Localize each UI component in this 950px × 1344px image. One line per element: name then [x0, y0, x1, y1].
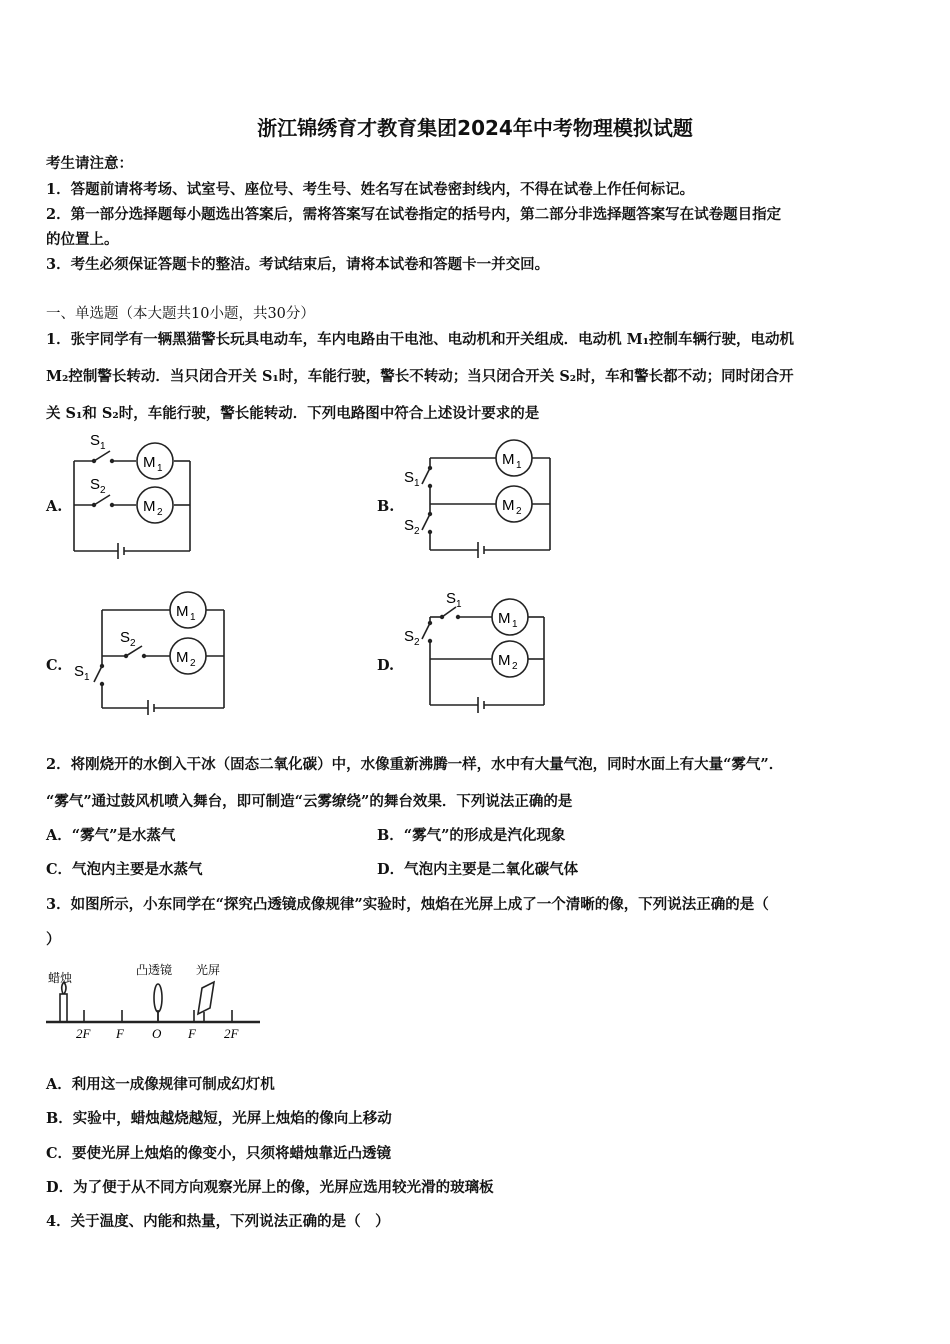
- subscript: 1: [157, 463, 163, 474]
- question-3-option-d: D．为了便于从不同方向观察光屏上的像，光屏应选用较光滑的玻璃板: [46, 1179, 494, 1196]
- tick-label: O: [152, 1026, 162, 1041]
- tick-label: 2F: [76, 1026, 91, 1041]
- tick-label: F: [116, 1026, 124, 1041]
- circuit-diagram-d: [400, 585, 555, 713]
- question-1-line: 1．张宇同学有一辆黑猫警长玩具电动车，车内电路由干电池、电动机和开关组成．电动机 M₁控制车辆行驶，电动机: [46, 331, 795, 348]
- option-a-label: A.: [46, 498, 63, 515]
- motor-m2-label: M: [502, 497, 515, 514]
- circuit-diagram-a: [66, 425, 206, 560]
- question-1-line: M₂控制警长转动．当只闭合开关 S₁时，车能行驶，警长不转动；当只闭合开关 S₂时，车和警长都不动；同时闭合开: [46, 368, 794, 385]
- notice-item: 的位置上。: [46, 231, 119, 248]
- switch-s1-label: S: [90, 432, 101, 449]
- subscript: 2: [414, 637, 420, 648]
- question-3-line: 3．如图所示，小东同学在“探究凸透镜成像规律”实验时，烛焰在光屏上成了一个清晰的像，下列说法正确的是（: [46, 896, 769, 913]
- switch-s1-label: S: [446, 590, 457, 607]
- switch-s2-label: S: [120, 629, 131, 646]
- motor-m2-label: M: [498, 652, 511, 669]
- switch-s2-label: S: [404, 628, 415, 645]
- subscript: 1: [100, 441, 106, 452]
- question-2-line: 2．将刚烧开的水倒入干冰（固态二氧化碳）中，水像重新沸腾一样，水中有大量气泡，同时水面上有大量“雾气”．: [46, 756, 784, 773]
- motor-m1-label: M: [502, 451, 515, 468]
- question-3-option-b: B．实验中，蜡烛越烧越短，光屏上烛焰的像向上移动: [46, 1110, 392, 1127]
- subscript: 2: [190, 658, 196, 669]
- subscript: 2: [516, 506, 522, 517]
- question-2-option-a: A．“雾气”是水蒸气: [46, 827, 176, 844]
- question-2-option-c: C．气泡内主要是水蒸气: [46, 861, 203, 878]
- question-2-line: “雾气”通过鼓风机喷入舞台，即可制造“云雾缭绕”的舞台效果．下列说法正确的是: [46, 793, 573, 810]
- subscript: 1: [190, 612, 196, 623]
- switch-s2-label: S: [404, 517, 415, 534]
- subscript: 1: [512, 619, 518, 630]
- subscript: 2: [100, 485, 106, 496]
- tick-label: F: [188, 1026, 196, 1041]
- subscript: 2: [414, 526, 420, 537]
- notice-heading: 考生请注意：: [46, 155, 133, 172]
- circuit-diagram-c: [70, 590, 230, 715]
- lens-label: 凸透镜: [136, 963, 173, 977]
- lens-experiment-diagram: [44, 960, 264, 1042]
- switch-s1-label: S: [404, 469, 415, 486]
- option-d-label: D.: [377, 657, 395, 674]
- switch-s1-label: S: [74, 663, 85, 680]
- question-1-line: 关 S₁和 S₂时，车能行驶，警长能转动．下列电路图中符合上述设计要求的是: [46, 405, 540, 422]
- question-4-line: 4．关于温度、内能和热量，下列说法正确的是（ ）: [46, 1213, 390, 1230]
- subscript: 1: [84, 672, 90, 683]
- motor-m1-label: M: [176, 603, 189, 620]
- switch-s2-label: S: [90, 476, 101, 493]
- notice-item: 1．答题前请将考场、试室号、座位号、考生号、姓名写在试卷密封线内，不得在试卷上作任何标记。: [46, 181, 695, 198]
- subscript: 1: [516, 460, 522, 471]
- screen-label: 光屏: [196, 963, 221, 977]
- subscript: 2: [512, 661, 518, 672]
- subscript: 2: [130, 638, 136, 649]
- notice-item: 2．第一部分选择题每小题选出答案后，需将答案写在试卷指定的括号内，第二部分非选择题答案写在试卷题目指定: [46, 206, 782, 223]
- question-3-option-c: C．要使光屏上烛焰的像变小，只须将蜡烛靠近凸透镜: [46, 1145, 392, 1162]
- motor-m2-label: M: [176, 649, 189, 666]
- tick-label: 2F: [224, 1026, 239, 1041]
- question-2-option-d: D．气泡内主要是二氧化碳气体: [377, 861, 579, 878]
- subscript: 1: [414, 478, 420, 489]
- section-heading: 一、单选题（本大题共10小题，共30分）: [46, 306, 315, 322]
- option-b-label: B.: [377, 498, 395, 515]
- question-3-option-a: A．利用这一成像规律可制成幻灯机: [46, 1076, 275, 1093]
- question-3-line: ）: [46, 931, 61, 948]
- circuit-diagram-b: [400, 438, 560, 560]
- subscript: 2: [157, 507, 163, 518]
- question-2-option-b: B．“雾气”的形成是汽化现象: [377, 827, 566, 844]
- page-title: 浙江锦绣育才教育集团2024年中考物理模拟试题: [257, 116, 693, 140]
- motor-m2-label: M: [143, 498, 156, 515]
- option-c-label: C.: [46, 657, 63, 674]
- candle-label: 蜡烛: [48, 971, 73, 985]
- motor-m1-label: M: [143, 454, 156, 471]
- notice-item: 3．考生必须保证答题卡的整洁。考试结束后，请将本试卷和答题卡一并交回。: [46, 256, 550, 273]
- subscript: 1: [456, 599, 462, 610]
- motor-m1-label: M: [498, 610, 511, 627]
